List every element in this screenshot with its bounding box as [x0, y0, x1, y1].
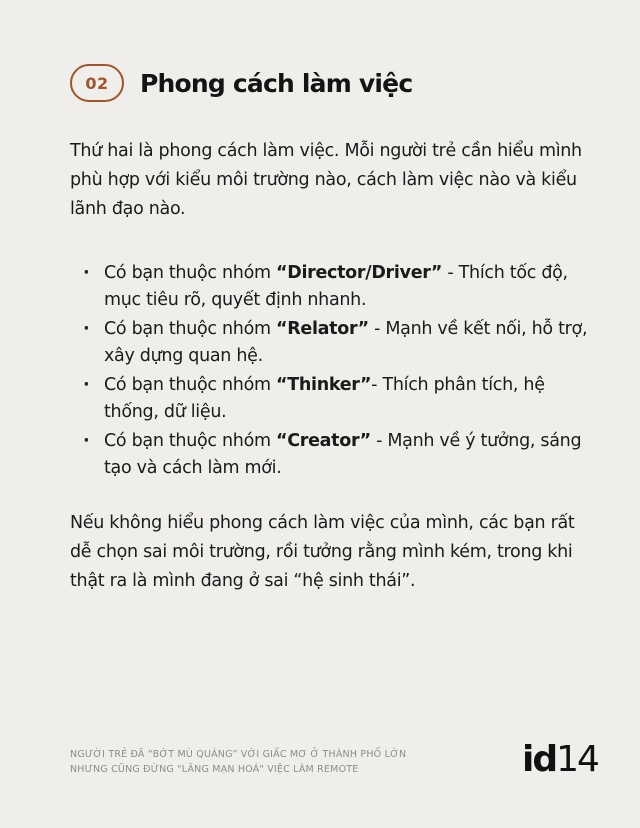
bullet-prefix: Có bạn thuộc nhóm [104, 319, 277, 339]
section-number-badge: 02 [70, 64, 124, 102]
bullet-description: - Thích phân tích, hệ thống, dữ liệu. [104, 375, 545, 422]
bullet-group-name: “Creator” [276, 431, 371, 451]
bullet-group-name: “Thinker” [276, 375, 372, 395]
bullet-prefix: Có bạn thuộc nhóm [104, 263, 277, 283]
list-item [83, 260, 593, 314]
intro-paragraph: Thứ hai là phong cách làm việc. Mỗi người trẻ cần hiểu mình phù hợp với kiểu môi trường nào, cách làm việc nào và kiểu lãnh đạo nào. [70, 141, 582, 219]
bullet-description: - Thích tốc độ, mục tiêu rõ, quyết định nhanh. [104, 263, 568, 310]
logo-number-text: 14 [556, 739, 598, 780]
bullet-group-name: “Director/Driver” [276, 263, 443, 283]
bullet-prefix: Có bạn thuộc nhóm [104, 431, 277, 451]
list-item [83, 428, 593, 482]
section-title: Phong cách làm việc [140, 68, 413, 98]
section-header [70, 64, 412, 102]
logo-id-text: id [522, 739, 557, 780]
closing-paragraph: Nếu không hiểu phong cách làm việc của mình, các bạn rất dễ chọn sai môi trường, rồi tưởng rằng mình kém, trong khi thật ra là mình đang ở sai “hệ sinh thái”. [70, 513, 575, 591]
work-style-list [83, 260, 593, 484]
footer-line-1: NGƯỜI TRẺ ĐÃ “BỚT MÙ QUÁNG” VỚI GIẤC MƠ Ở THÀNH PHỐ LỚN [70, 749, 407, 760]
brand-logo [522, 740, 598, 780]
bullet-description: - Mạnh về ý tưởng, sáng tạo và cách làm mới. [104, 431, 582, 478]
footer-line-2: NHƯNG CŨNG ĐỪNG "LÃNG MẠN HOÁ" VIỆC LÀM REMOTE [70, 764, 359, 775]
bullet-prefix: Có bạn thuộc nhóm [104, 375, 277, 395]
footer-series-title [70, 747, 406, 777]
bullet-marker: · [83, 319, 90, 339]
list-item [83, 372, 593, 426]
list-item [83, 316, 593, 370]
bullet-marker: · [83, 263, 90, 283]
bullet-marker: · [83, 431, 90, 451]
bullet-group-name: “Relator” [276, 319, 369, 339]
bullet-marker: · [83, 375, 90, 395]
bullet-description: - Mạnh về kết nối, hỗ trợ, xây dựng quan hệ. [104, 319, 588, 366]
